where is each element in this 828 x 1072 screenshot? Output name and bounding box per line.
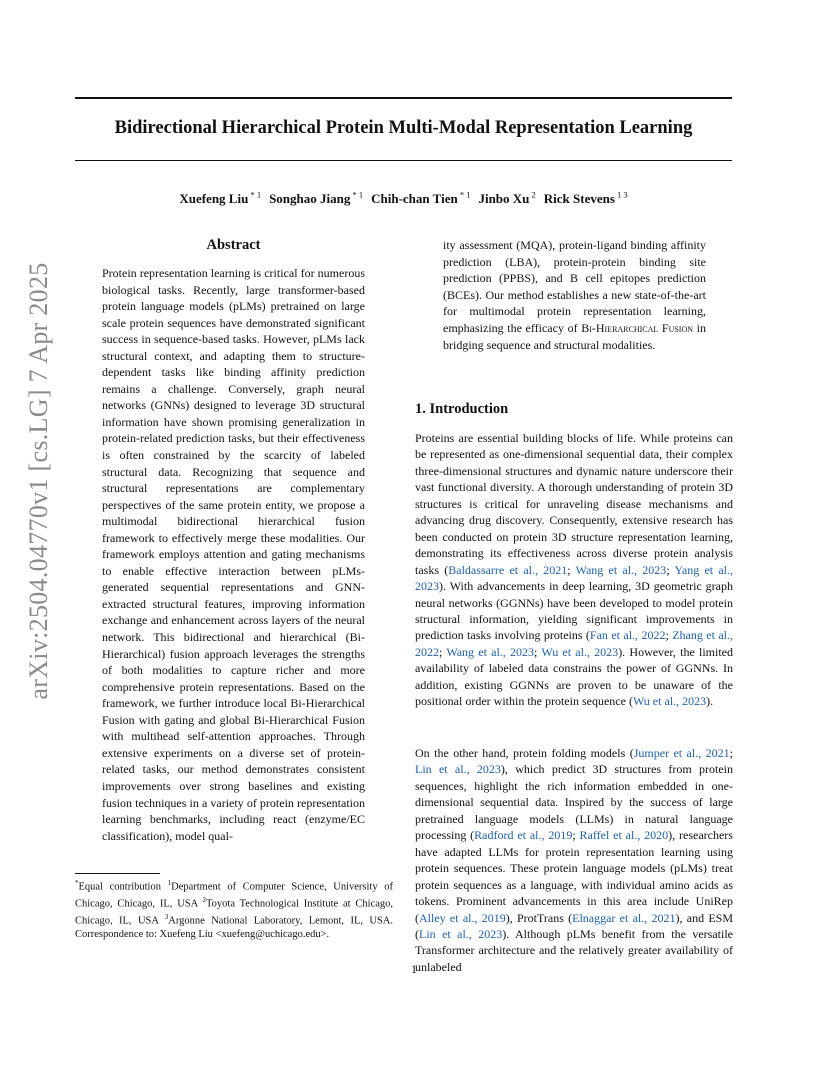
author-affiliation: * 1 [457,190,471,200]
abstract-body: Protein representation learning is critical for numerous biological tasks. Recently, large transformer-based protein language models (pLMs) pretrained on large scale protein sequences have demonstrated significant success in sequence-based tasks. However, pLMs lack structural context, and adapting them to structure-dependent tasks like binding affinity prediction remains a challenge. Conversely, graph neural networks (GNNs) designed to leverage 3D structural information have shown promising generalization in protein-related prediction tasks, but their effectiveness is often constrained by the scarcity of labeled structural data. Recognizing that sequence and structural representations are complementary perspectives of the same protein entity, we propose a multimodal bidirectional hierarchical fusion framework to effectively merge these modalities. Our framework employs attention and gating mechanisms to enable effective interaction between pLMs-generated sequential representations and GNN-extracted structural features, improving information exchange and enhancement across layers of the neural network. This bidirectional and hierarchical (Bi-Hierarchical) fusion approach leverages the strengths of both modalities to capture richer and more comprehensive protein representations. Based on the framework, we further introduce local Bi-Hierarchical Fusion with gating and global Bi-Hierarchical Fusion with multihead self-attention approaches. Through extensive experiments on a diverse set of protein-related tasks, our method demonstrates consistent improvements over strong baselines and existing fusion techniques in a variety of protein representation learning benchmarks, including react (enzyme/EC classification), model qual- [102,266,365,843]
citation-link[interactable]: Radford et al., 2019 [474,828,573,843]
citation-link[interactable]: Alley et al., 2019 [419,910,506,925]
page-number: 1 [411,962,417,976]
citation-link[interactable]: Lin et al., 2023 [419,926,503,941]
author-list [75,190,732,207]
citation-link[interactable]: Lin et al., 2023 [415,762,501,777]
citation-link[interactable]: Raffel et al., 2020 [579,828,669,843]
author-name: Chih-chan Tien $^{* 1}$ [371,190,471,207]
author-name: Songhao Jiang $^{* 1}$ [269,190,364,207]
abstract-heading: Abstract [206,237,261,253]
abstract-continuation: ity assessment (MQA), protein-ligand binding affinity prediction (LBA), protein-protein binding site prediction (PPBS), and B cell epitopes prediction (BCEs). Our method establishes a new state-of-the-art for multimodal protein representation learning, emphasizing the efficacy of Bi-Hierarchical Fusion in bridging sequence and structural modalities. [443,238,706,352]
title-rule-top [75,97,732,99]
citation-link[interactable]: Wang et al., 2023 [446,644,535,659]
footnote-rule [75,873,160,874]
author-affiliation: 1 3 [614,190,628,200]
author-affiliation: 2 [529,190,536,200]
introduction-heading: 1. Introduction [415,401,509,417]
citation-link[interactable]: Jumper et al., 2021 [633,746,730,760]
author-name: Rick Stevens $^{1 3}$ [543,190,628,207]
author-affiliation: * 1 [248,190,262,200]
introduction-paragraph-2: On the other hand, protein folding models (Jumper et al., 2021; Lin et al., 2023), which predict 3D structures from protein sequences, highlight the rich information embedded in one-dimensional sequential data. Inspired by the success of large pretrained language models (LLMs) in natural language processing (Radford et al., 2019; Raffel et al., 2020), researchers have adapted LLMs for protein representation learning using protein sequences. These protein language models (pLMs) treat protein sequences as a language, with individual amino acids as tokens. Prominent advancements in this area include UniRep (Alley et al., 2019), ProtTrans (Elnaggar et al., 2021), and ESM (Lin et al., 2023). Although pLMs benefit from the versatile Transformer architecture and the relatively greater availability of unlabeled [415,746,734,974]
title-rule-bottom [75,160,732,161]
method-name: Bi-Hierarchical Fusion [581,320,694,335]
paper-title: Bidirectional Hierarchical Protein Multi-Modal Representation Learning [114,118,693,138]
arxiv-side-stamp [24,261,54,700]
citation-link[interactable]: Wang et al., 2023 [575,562,667,577]
author-name: Xuefeng Liu $^{* 1}$ [179,190,262,207]
citation-link[interactable]: Yang et al., 2023 [415,562,734,594]
citation-link[interactable]: Elnaggar et al., 2021 [572,910,676,925]
citation-link[interactable]: Baldassarre et al., 2021 [448,562,568,577]
arxiv-identifier: arXiv:2504.04770v1 [cs.LG] 7 Apr 2025 [24,261,53,700]
introduction-paragraph-1: Proteins are essential building blocks of life. While proteins can be represented as one-dimensional sequential data, their complex three-dimensional structures and dynamic nature underscore their vast functional diversity. A thorough understanding of protein 3D structures is critical for unraveling disease mechanisms and advancing drug discovery. Consequently, extensive research has been conducted on protein 3D structure representation learning, demonstrating its effectiveness across diverse protein analysis tasks (Baldassarre et al., 2021; Wang et al., 2023; Yang et al., 2023). With advancements in deep learning, 3D geometric graph neural networks (GGNNs) have been developed to model protein structural information, yielding significant improvements in prediction tasks involving proteins (Fan et al., 2022; Zhang et al., 2022; Wang et al., 2023; Wu et al., 2023). However, the limited availability of labeled data constrains the power of GGNNs. In addition, existing GGNNs are proven to be unaware of the positional order within the protein sequence (Wu et al., 2023). [415,431,734,709]
author-affiliation: * 1 [350,190,364,200]
citation-link[interactable]: Zhang et al., 2022 [415,628,733,659]
citation-link[interactable]: Fan et al., 2022 [589,628,666,643]
affiliation-footnote: *Equal contribution $^1$Department of Computer Science, University of Chicago, Chicago, IL, USA $^2$Toyota Technological Institute at Chicago, Chicago, IL, USA $^3$Argonne National Laboratory, Lemont, IL, USA. Correspondence to: Xuefeng Liu <xuefeng@uchicago.edu>. [75,879,394,941]
author-name: Jinbo Xu $^2$ [478,190,536,207]
citation-link[interactable]: Wu et al., 2023 [541,644,619,659]
citation-link[interactable]: Wu et al., 2023 [632,694,707,709]
